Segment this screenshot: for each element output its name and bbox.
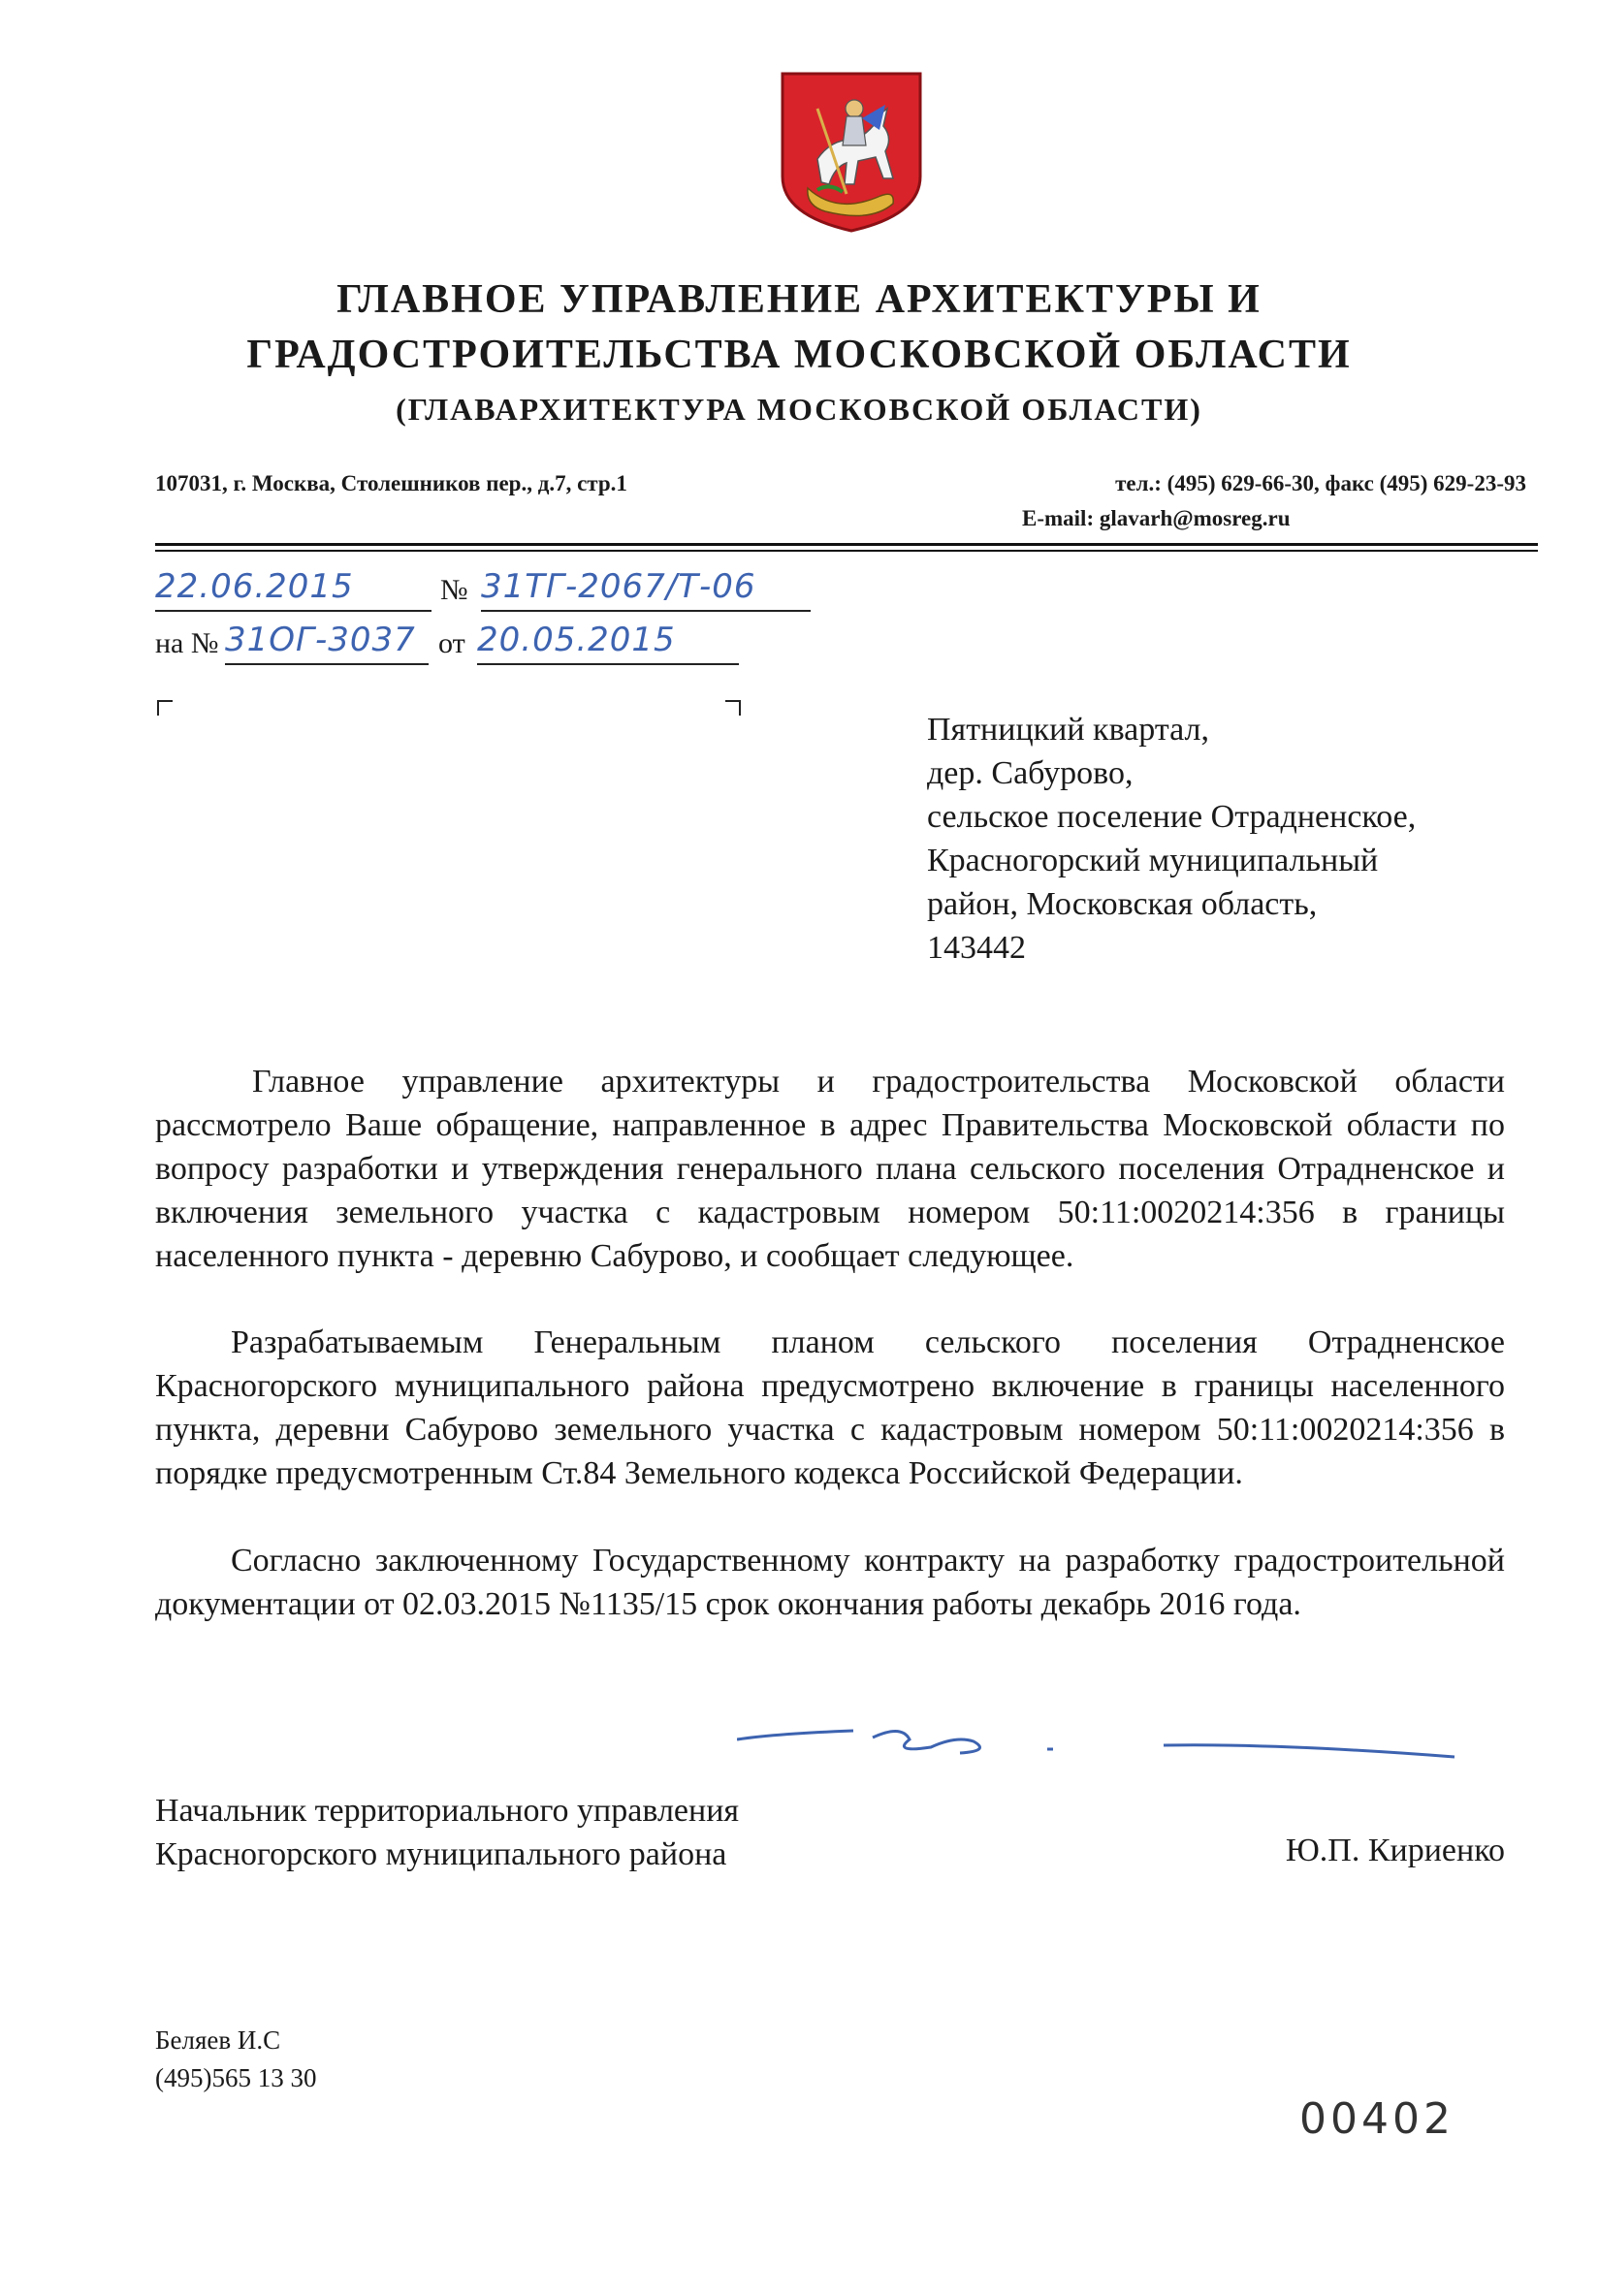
number-label: № xyxy=(440,574,468,606)
document-code: 00402 xyxy=(1299,2094,1454,2144)
outgoing-date-field xyxy=(155,567,431,612)
body-paragraph-2 xyxy=(155,1321,1505,1495)
reply-to-number: 31ОГ-3037 xyxy=(225,621,416,659)
coat-of-arms-icon xyxy=(779,70,924,235)
reply-to-number-field xyxy=(225,621,429,665)
org-title-line2: ГРАДОСТРОИТЕЛЬСТВА МОСКОВСКОЙ ОБЛАСТИ xyxy=(246,333,1352,377)
from-label: от xyxy=(438,627,465,659)
signer-position-line: Красногорского муниципального района xyxy=(155,1836,727,1872)
recipient-line: сельское поселение Отрадненское, xyxy=(927,799,1417,835)
signer-position-line: Начальник территориального управления xyxy=(155,1793,740,1829)
header-divider-thin xyxy=(155,550,1538,552)
address-corner-left xyxy=(157,700,173,716)
org-short-title: (ГЛАВАРХИТЕКТУРА МОСКОВСКОЙ ОБЛАСТИ) xyxy=(396,392,1202,427)
reply-to-label: на № xyxy=(155,627,219,659)
signature-stroke xyxy=(1164,1745,1454,1757)
address-corner-right xyxy=(725,700,741,716)
outgoing-date: 22.06.2015 xyxy=(155,567,354,606)
signer-name: Ю.П. Кириенко xyxy=(1285,1833,1505,1868)
recipient-line: район, Московская область, xyxy=(927,886,1318,922)
reply-to-date-field xyxy=(477,621,739,665)
paragraph-text: Главное управление архитектуры и градостроительства Московской области рассмотрело Ваше обращение, направленное в адрес Правительства Московской области по вопросу разработки и утверждения генерального плана сельского поселения Отрадненское и включения земельного участка с кадастровым номером 50:11:0020214:356 в границы населенного пункта - деревню Сабурово, и сообщает следующее. xyxy=(155,1064,1505,1274)
body-paragraph-3 xyxy=(155,1539,1505,1626)
org-email: E-mail: glavarh@mosreg.ru xyxy=(1022,506,1291,530)
recipient-line: дер. Сабурово, xyxy=(927,755,1134,791)
paragraph-text: Разрабатываемым Генеральным планом сельского поселения Отрадненское Красногорского муниципального района предусмотрено включение в границы населенного пункта, деревни Сабурово земельного участка с кадастровым номером 50:11:0020214:356 в порядке предусмотренным Ст.84 Земельного кодекса Российской Федерации. xyxy=(155,1324,1505,1491)
executor-name: Беляев И.С xyxy=(155,2025,281,2055)
outgoing-number: 31ТГ-2067/Т-06 xyxy=(481,567,756,606)
reply-to-date: 20.05.2015 xyxy=(477,621,676,659)
body-paragraph-1 xyxy=(155,1060,1505,1278)
org-phone: тел.: (495) 629-66-30, факс (495) 629-23-93 xyxy=(1115,471,1526,495)
header-divider xyxy=(155,543,1538,546)
recipient-line: Красногорский муниципальный xyxy=(927,843,1379,878)
outgoing-number-field xyxy=(481,567,811,612)
recipient-line: 143442 xyxy=(927,930,1026,966)
handwritten-signature xyxy=(737,1714,1503,1782)
executor-info xyxy=(155,2022,316,2097)
signature-stroke xyxy=(873,1731,979,1753)
signer-position xyxy=(155,1789,739,1876)
org-address: 107031, г. Москва, Столешников пер., д.7, стр.1 xyxy=(155,471,627,495)
executor-phone: (495)565 13 30 xyxy=(155,2063,317,2092)
paragraph-text: Согласно заключенному Государственному контракту на разработку градостроительной документации от 02.03.2015 №1135/15 срок окончания работы декабрь 2016 года. xyxy=(155,1543,1505,1622)
org-title-line1: ГЛАВНОЕ УПРАВЛЕНИЕ АРХИТЕКТУРЫ И xyxy=(336,277,1262,322)
recipient-line: Пятницкий квартал, xyxy=(927,712,1209,748)
recipient-address xyxy=(927,708,1416,970)
signature-stroke xyxy=(737,1731,853,1739)
